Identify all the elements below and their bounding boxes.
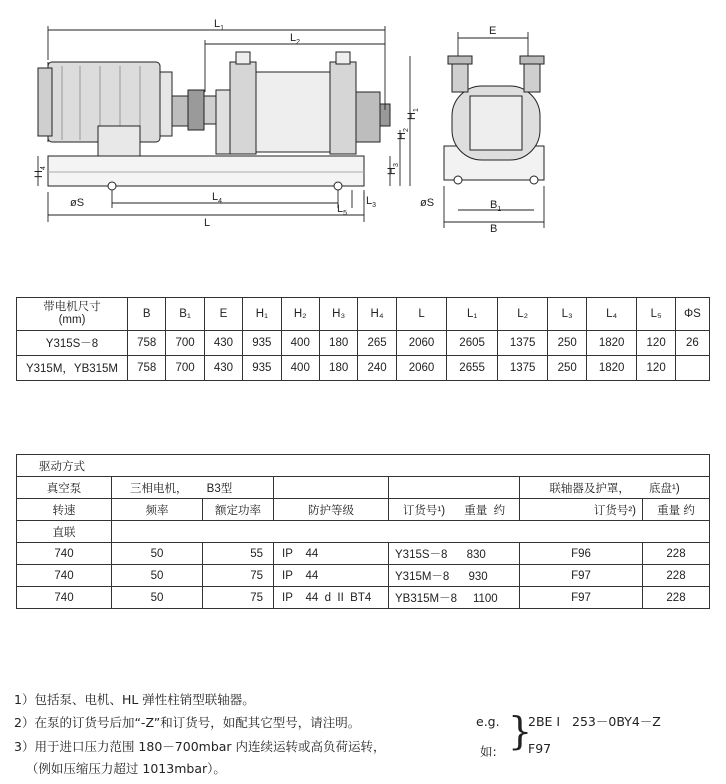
drive-mode-title: 驱动方式 <box>17 455 710 477</box>
table-cell: F97 <box>520 587 643 609</box>
table-cell <box>675 356 709 381</box>
pump-dimension-drawing <box>0 0 726 280</box>
table-cell: 2060 <box>396 331 447 356</box>
header-cell: 防护等级 <box>274 499 389 521</box>
header-cell: H₃ <box>319 298 357 331</box>
table-cell: 1375 <box>497 356 548 381</box>
table-cell: IP 44 d II BT4 <box>274 587 389 609</box>
header-cell: 重量 约 <box>643 499 710 521</box>
label-B1: $B_1$ <box>490 199 502 213</box>
table-cell: 55 <box>203 543 274 565</box>
example-ru-label: 如: <box>480 744 497 759</box>
table-cell: 250 <box>548 356 586 381</box>
header-cell <box>274 477 389 499</box>
table-header-row <box>17 298 710 331</box>
label-L5: $L_5$ <box>337 203 348 217</box>
table-row <box>17 587 710 609</box>
table-cell: 50 <box>112 543 203 565</box>
header-cell: L₅ <box>637 298 675 331</box>
pump-side-view <box>216 52 390 154</box>
table-cell: 1375 <box>497 331 548 356</box>
label-L: L <box>204 217 211 229</box>
header-cell: ΦS <box>675 298 709 331</box>
table-header-row <box>17 477 710 499</box>
table-cell: 50 <box>112 587 203 609</box>
table-cell: 430 <box>204 331 242 356</box>
table-cell: 180 <box>319 331 357 356</box>
table-cell: 直联 <box>17 521 112 543</box>
footnote-3: 3）用于进口压力范围 180－700mbar 内连续运转或高负荷运转， <box>14 739 386 754</box>
table-cell: 250 <box>548 331 586 356</box>
table-cell: 758 <box>128 356 166 381</box>
header-cell: L₁ <box>447 298 498 331</box>
base-frame-side <box>48 156 364 186</box>
header-cell: L <box>396 298 447 331</box>
table-row <box>17 543 710 565</box>
table-cell: 26 <box>675 331 709 356</box>
table-cell: 935 <box>243 331 281 356</box>
header-cell: B <box>128 298 166 331</box>
table-cell: 2605 <box>447 331 498 356</box>
table-cell: 1820 <box>586 356 637 381</box>
dimension-table <box>16 297 710 381</box>
table-cell: 50 <box>112 565 203 587</box>
table-cell: 740 <box>17 587 112 609</box>
header-cell: L₄ <box>586 298 637 331</box>
table-cell: 740 <box>17 543 112 565</box>
header-cell: E <box>204 298 242 331</box>
table-cell: 228 <box>643 543 710 565</box>
header-cell: 真空泵 <box>17 477 112 499</box>
motor-side-view <box>38 62 172 156</box>
table-header-row <box>17 499 710 521</box>
header-cell: 联轴器及护罩， 底盘¹) <box>520 477 710 499</box>
header-cell: 转速 <box>17 499 112 521</box>
table-title-row <box>17 455 710 477</box>
table-cell: 228 <box>643 565 710 587</box>
table-cell: Y315S－8 <box>17 331 128 356</box>
label-L3: $L_3$ <box>366 195 377 209</box>
label-L1: $L_1$ <box>214 18 225 32</box>
table-cell: 2060 <box>396 356 447 381</box>
table-cell: YB315M－8 1100 <box>389 587 520 609</box>
header-cell: 频率 <box>112 499 203 521</box>
table-cell: 228 <box>643 587 710 609</box>
table-cell: 935 <box>243 356 281 381</box>
header-cell: 额定功率 <box>203 499 274 521</box>
header-cell: 带电机尺寸 (mm) <box>17 298 128 331</box>
label-L2: $L_2$ <box>290 32 301 46</box>
header-cell: H₂ <box>281 298 319 331</box>
table-cell: Y315S－8 830 <box>389 543 520 565</box>
pump-end-view <box>444 56 544 184</box>
table-cell: 75 <box>203 587 274 609</box>
table-cell: 1820 <box>586 331 637 356</box>
table-cell: IP 44 <box>274 543 389 565</box>
footnote-2: 2）在泵的订货号后加“-Z”和订货号，如配其它型号，请注明。 <box>14 715 361 730</box>
table-cell: 400 <box>281 356 319 381</box>
table-cell: 265 <box>358 331 396 356</box>
table-cell: 120 <box>637 331 675 356</box>
label-phiS-right: øS <box>420 197 435 209</box>
table-cell: 700 <box>166 356 204 381</box>
table-row <box>17 331 710 356</box>
drive-table <box>16 454 710 609</box>
table-row <box>17 356 710 381</box>
table-cell: F96 <box>520 543 643 565</box>
table-cell: Y315M，YB315M <box>17 356 128 381</box>
footnote-4: （例如压缩压力超过 1013mbar）。 <box>14 761 226 776</box>
table-cell: 180 <box>319 356 357 381</box>
coupling-side-view <box>172 90 216 130</box>
table-cell: 700 <box>166 331 204 356</box>
label-L4: $L_4$ <box>212 191 223 205</box>
label-H2: $H_2$ <box>396 128 410 140</box>
table-cell: IP 44 <box>274 565 389 587</box>
table-cell: 400 <box>281 331 319 356</box>
table-cell: 758 <box>128 331 166 356</box>
header-cell: H₄ <box>358 298 396 331</box>
header-cell: L₃ <box>548 298 586 331</box>
table-cell: 120 <box>637 356 675 381</box>
label-E: E <box>489 25 497 37</box>
example-eg-label: e.g. <box>476 714 500 729</box>
label-H4: $H_4$ <box>33 166 47 178</box>
header-cell <box>389 477 520 499</box>
table-row <box>17 565 710 587</box>
example-line-2: F97 <box>528 741 552 756</box>
header-cell: H₁ <box>243 298 281 331</box>
table-cell: Y315M－8 930 <box>389 565 520 587</box>
table-cell: 2655 <box>447 356 498 381</box>
header-cell: 三相电机， B3型 <box>112 477 274 499</box>
label-H3: $H_3$ <box>386 163 400 175</box>
header-cell: B₁ <box>166 298 204 331</box>
header-cell: 订货号¹) 重量 约 <box>389 499 520 521</box>
table-cell <box>112 521 710 543</box>
header-cell: L₂ <box>497 298 548 331</box>
brace-icon: } <box>508 709 533 753</box>
label-phiS-left: øS <box>70 197 85 209</box>
label-B: B <box>490 223 498 235</box>
table-cell: 240 <box>358 356 396 381</box>
table-cell: 740 <box>17 565 112 587</box>
example-line-1: 2BE Ⅰ 253－0BY4－Z <box>528 714 661 729</box>
table-cell: F97 <box>520 565 643 587</box>
footnote-1: 1）包括泵、电机、HL 弹性柱销型联轴器。 <box>14 692 255 707</box>
table-cell: 75 <box>203 565 274 587</box>
label-H1: $H_1$ <box>406 108 420 120</box>
table-row <box>17 521 710 543</box>
header-cell: 订货号²) <box>520 499 643 521</box>
table-cell: 430 <box>204 356 242 381</box>
